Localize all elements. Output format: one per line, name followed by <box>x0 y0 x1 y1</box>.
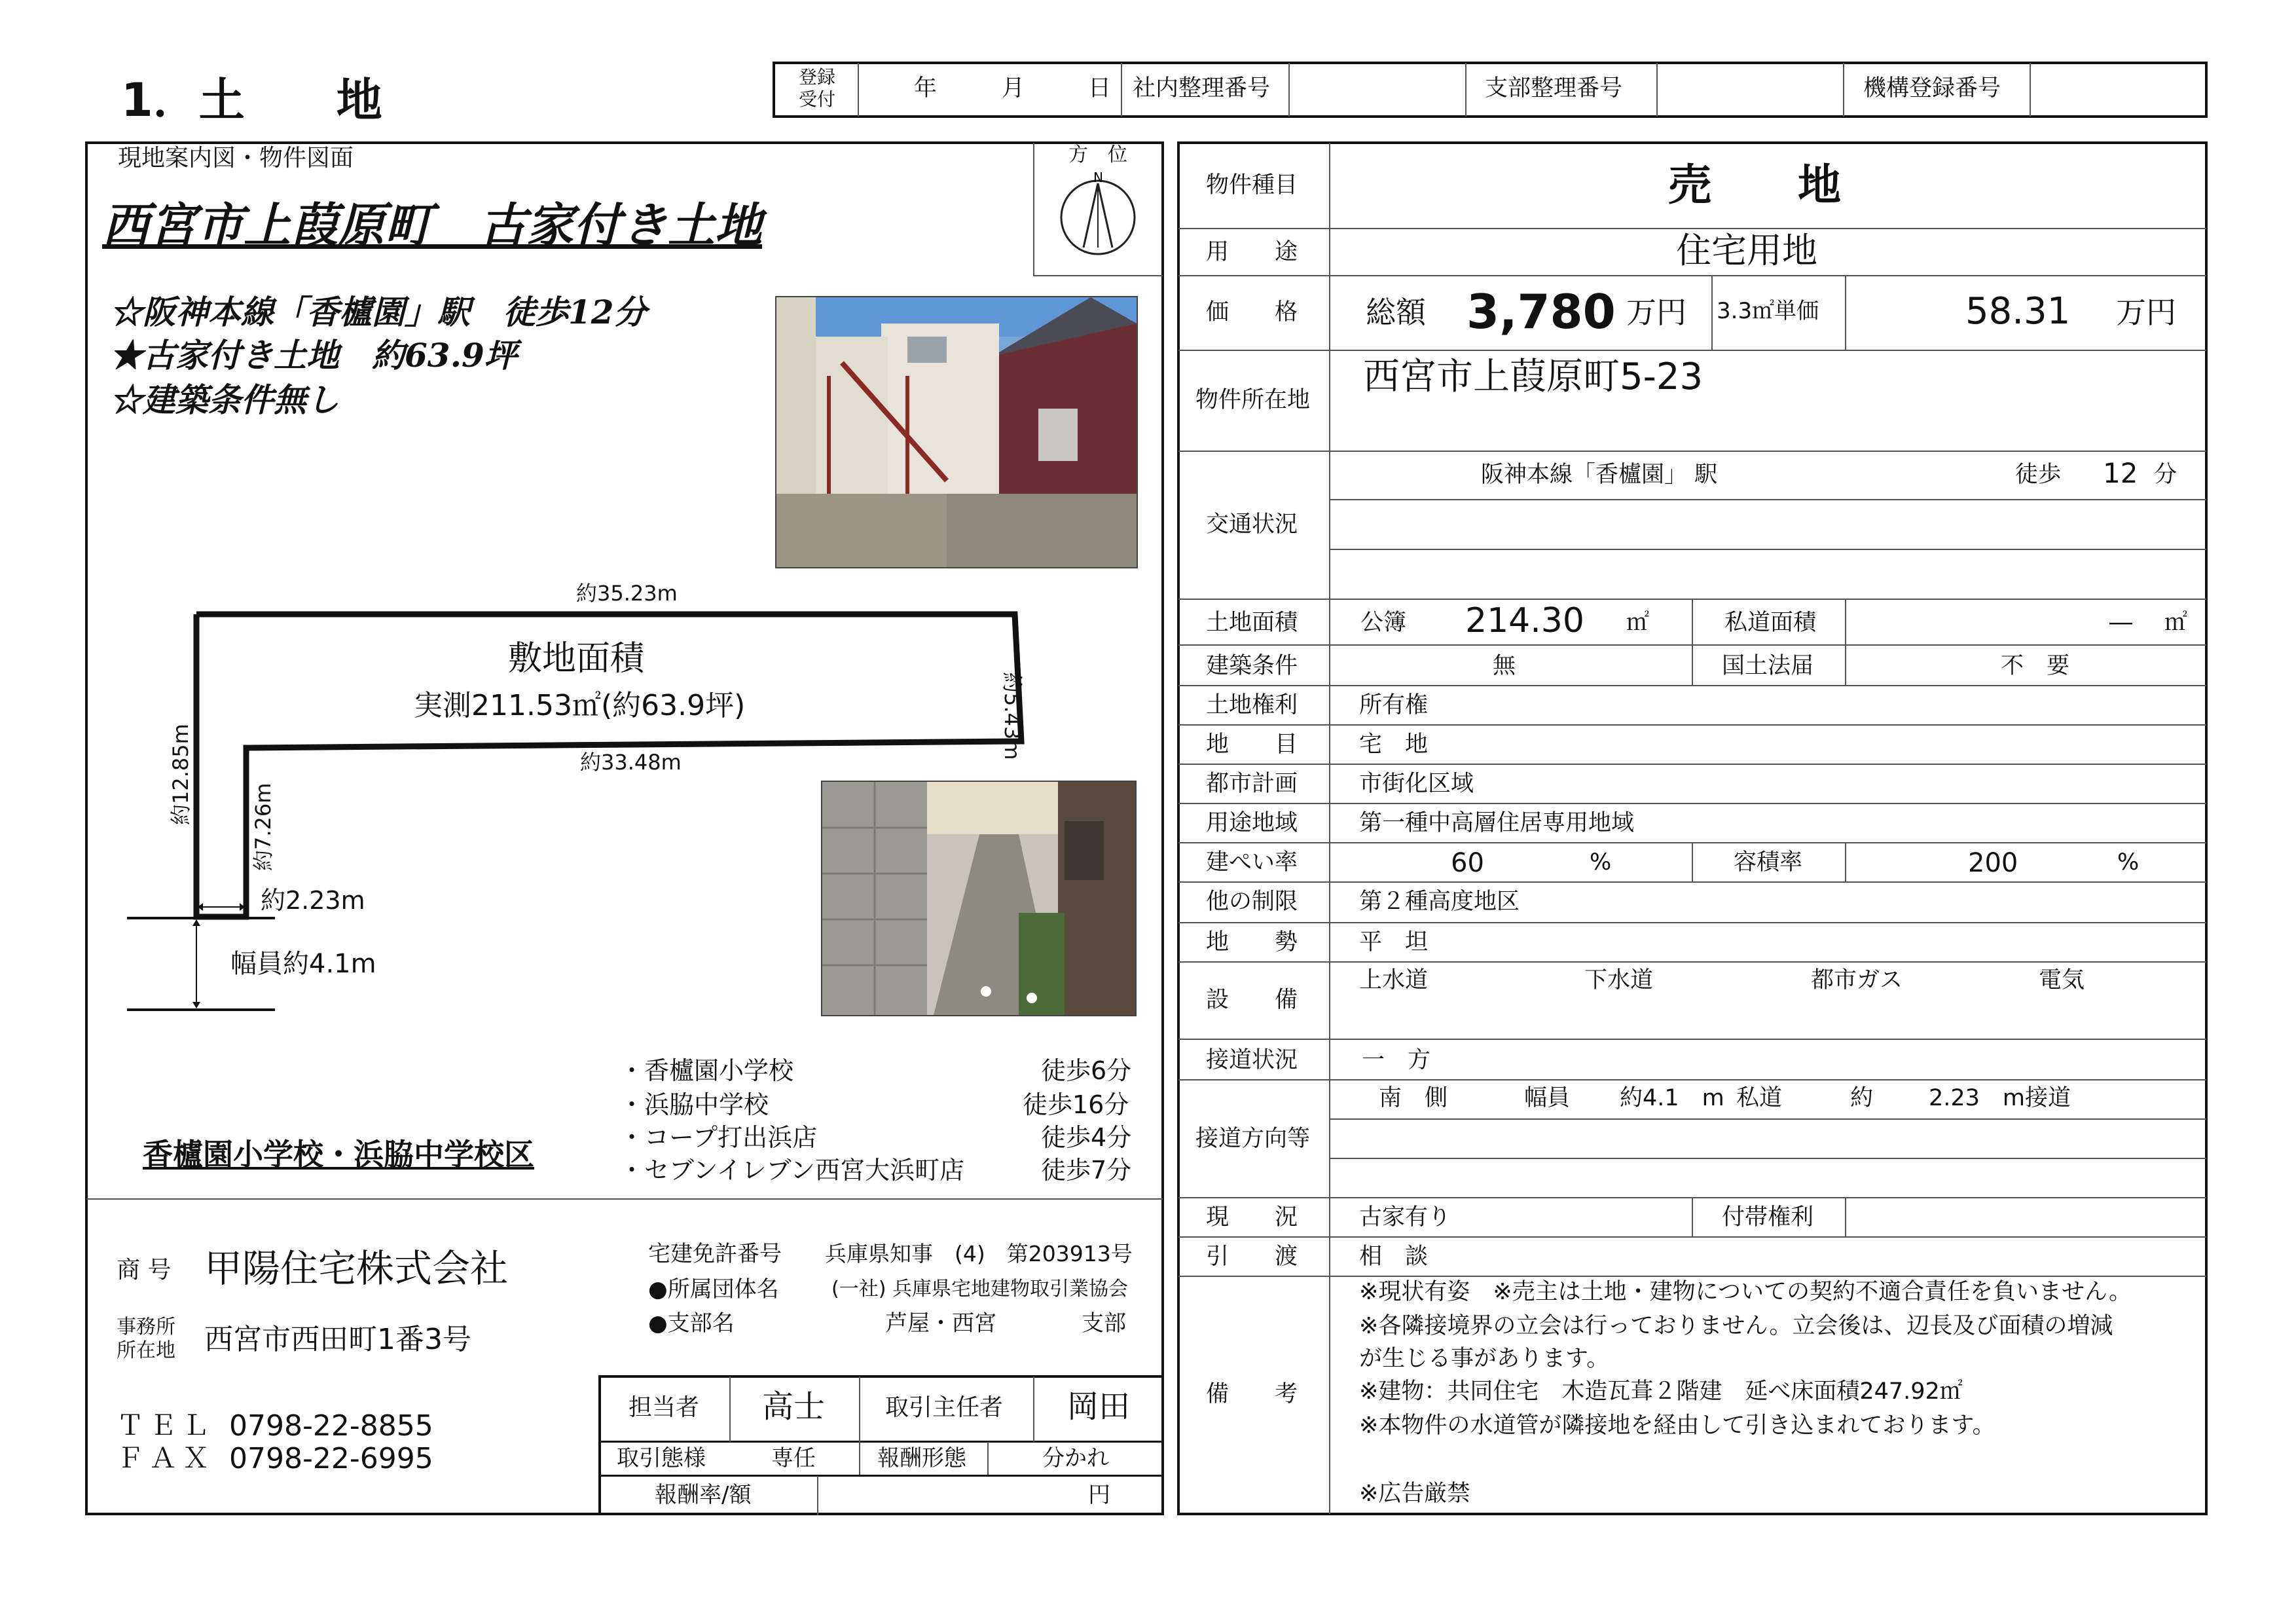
land-area: 214.30 <box>1465 601 1584 640</box>
zone-label: 用途地域 <box>1206 810 1298 836</box>
land-area-label: 土地面積 <box>1206 610 1298 636</box>
chimoku-label: 地 目 <box>1206 731 1298 758</box>
assoc-label: ●所属団体名 <box>648 1276 779 1302</box>
remark-3: が生じる事があります。 <box>1359 1346 1610 1372</box>
office-label-1: 事務所 <box>117 1316 175 1338</box>
shunin-value: 岡田 <box>1067 1388 1131 1425</box>
map-label: 現地案内図・物件図面 <box>118 145 354 172</box>
city-plan-value: 市街化区域 <box>1359 771 1474 797</box>
total-price: 3,780 <box>1467 284 1616 339</box>
plot-bottom-length: 約33.48m <box>580 750 682 775</box>
property-type: 売 地 <box>1668 160 1841 210</box>
city-plan-label: 都市計画 <box>1206 771 1298 797</box>
build-cond-label: 建築条件 <box>1206 653 1298 679</box>
rate-unit: 円 <box>1088 1482 1110 1508</box>
compass-icon <box>1057 170 1139 255</box>
private-road-label: 私道面積 <box>1724 610 1817 636</box>
office-label-2: 所在地 <box>117 1339 175 1362</box>
road-width-value: 約4.1 m <box>1620 1085 1724 1111</box>
unit-price-unit: 万円 <box>2116 295 2176 330</box>
chimoku-value: 宅 地 <box>1359 731 1429 758</box>
facility-water: 上水道 <box>1359 967 1429 993</box>
facility-electric: 電気 <box>2039 967 2085 993</box>
property-title: 西宮市上葭原町 古家付き土地 <box>102 197 763 253</box>
month-label: 月 <box>1002 75 1025 101</box>
license-label: 宅建免許番号 <box>648 1241 782 1267</box>
section-title: 1．土 地 <box>121 73 382 127</box>
unit-price-label: 3.3㎡単価 <box>1717 298 1819 324</box>
school-district: 香櫨園小学校・浜脇中学校区 <box>143 1137 534 1172</box>
taiyo-value: 専任 <box>771 1445 816 1471</box>
bullet-2: ★古家付き土地 約63.9坪 <box>110 336 517 375</box>
kokudo-value: 不 要 <box>2001 653 2070 679</box>
road-access-label: 接道状況 <box>1206 1047 1298 1073</box>
walk-label: 徒歩 <box>2015 462 2062 488</box>
remark-5: ※本物件の水道管が隣接地を経由して引き込まれております。 <box>1359 1412 1995 1439</box>
nearby-3-walk: 徒歩4分 <box>1041 1123 1132 1152</box>
company-address: 西宮市西田町1番3号 <box>204 1323 471 1356</box>
taiyo-label: 取引態様 <box>617 1445 706 1471</box>
traffic-label: 交通状況 <box>1206 511 1298 538</box>
nearby-2-walk: 徒歩16分 <box>1023 1090 1129 1119</box>
reg-label-2: 受付 <box>799 88 836 110</box>
nearby-4-name: ・セブンイレブン西宮大浜町店 <box>619 1156 965 1185</box>
handover-label: 引 渡 <box>1206 1244 1298 1270</box>
bullet-3: ☆建築条件無し <box>110 380 339 419</box>
branch-suffix: 支部 <box>1082 1310 1126 1337</box>
nearby-1-walk: 徒歩6分 <box>1041 1056 1132 1085</box>
bcr-value: 60 <box>1451 848 1484 878</box>
unit-price: 58.31 <box>1965 290 2071 333</box>
frontage-approx: 約 <box>1850 1085 1874 1111</box>
walk-minutes: 12 <box>2103 457 2138 489</box>
road-direction-label: 接道方向等 <box>1195 1126 1311 1152</box>
plot-top-length: 約35.23m <box>576 581 678 606</box>
terrain-label: 地 勢 <box>1206 929 1298 955</box>
road-width-label: 幅員 <box>1524 1085 1571 1111</box>
nearby-4-walk: 徒歩7分 <box>1041 1156 1132 1185</box>
far-label: 容積率 <box>1734 849 1803 876</box>
terrain-value: 平 坦 <box>1359 929 1429 955</box>
land-area-unit: ㎡ <box>1626 610 1650 636</box>
total-unit: 万円 <box>1626 295 1686 330</box>
branch-no-label: 支部整理番号 <box>1485 75 1623 101</box>
bcr-label: 建ぺい率 <box>1206 849 1298 876</box>
remark-4: ※建物：共同住宅 木造瓦葺２階建 延べ床面積247.92㎡ <box>1359 1378 1963 1405</box>
road-width: 幅員約4.1m <box>230 949 376 979</box>
road-side: 南 側 <box>1379 1085 1448 1111</box>
status-value: 古家有り <box>1359 1204 1451 1230</box>
koubo-label: 公簿 <box>1360 610 1407 636</box>
org-no-label: 機構登録番号 <box>1863 75 2001 101</box>
use-label: 用 途 <box>1206 239 1298 265</box>
branch-value: 芦屋・西宮 <box>885 1310 996 1337</box>
frontage-length: 約2.23m <box>261 886 365 915</box>
site-area-value: 実測211.53㎡(約63.9坪) <box>414 689 746 722</box>
property-details-table <box>1177 141 2208 1515</box>
handover-value: 相 談 <box>1359 1244 1429 1270</box>
other-limit-label: 他の制限 <box>1206 889 1298 915</box>
facility-label: 設 備 <box>1206 987 1298 1013</box>
train-line: 阪神本線「香櫨園」 駅 <box>1481 462 1718 488</box>
nearby-2-name: ・浜脇中学校 <box>619 1090 769 1119</box>
fax-number: 0798-22-6995 <box>229 1442 433 1475</box>
shogo-label: 商 号 <box>117 1257 172 1283</box>
attached-rights-label: 付帯権利 <box>1722 1204 1814 1230</box>
reg-label-1: 登録 <box>799 66 836 88</box>
plot-inner-length: 約7.26m <box>251 783 276 871</box>
tel-label: ＴＥＬ <box>117 1409 215 1441</box>
bcr-unit: % <box>1590 849 1612 876</box>
license-value: 兵庫県知事 (4) 第203913号 <box>825 1241 1133 1266</box>
remark-2: ※各隣接境界の立会は行っておりません。立会後は、辺長及び面積の増減 <box>1359 1313 2113 1339</box>
land-right-label: 土地権利 <box>1206 692 1298 718</box>
company-name: 甲陽住宅株式会社 <box>204 1246 509 1291</box>
land-right-value: 所有権 <box>1359 692 1429 718</box>
facility-sewer: 下水道 <box>1584 967 1654 993</box>
remarks-label: 備 考 <box>1206 1381 1298 1407</box>
type-label: 物件種目 <box>1206 172 1298 198</box>
nearby-1-name: ・香櫨園小学校 <box>619 1056 794 1085</box>
property-use: 住宅用地 <box>1676 230 1817 271</box>
zone-value: 第一種中高層住居専用地域 <box>1359 810 1635 836</box>
private-road-value: ― <box>2109 610 2132 636</box>
remark-7: ※広告厳禁 <box>1359 1481 1470 1507</box>
site-area-title: 敷地面積 <box>508 639 645 678</box>
year-label: 年 <box>914 75 938 101</box>
day-label: 日 <box>1088 75 1112 101</box>
other-limit-value: 第２種高度地区 <box>1359 889 1520 915</box>
tel-number: 0798-22-8855 <box>229 1409 433 1443</box>
plot-right-length: 約5.43m <box>1000 672 1025 760</box>
houshu-label: 報酬形態 <box>877 1445 966 1471</box>
tanto-label: 担当者 <box>629 1394 700 1421</box>
bullet-1: ☆阪神本線「香櫨園」駅 徒歩12分 <box>110 293 647 331</box>
kokudo-label: 国土法届 <box>1722 653 1814 679</box>
alley-photo <box>821 781 1137 1016</box>
compass-n: N <box>1093 170 1103 185</box>
compass-label: 方 位 <box>1068 143 1127 166</box>
rate-label: 報酬率/額 <box>655 1482 752 1508</box>
far-unit: % <box>2117 849 2140 876</box>
property-location: 西宮市上葭原町5-23 <box>1363 356 1704 398</box>
houshu-value: 分かれ <box>1042 1445 1109 1471</box>
fax-label: ＦＡＸ <box>117 1442 215 1474</box>
road-access-value: 一 方 <box>1362 1047 1431 1073</box>
branch-label: ●支部名 <box>648 1310 735 1337</box>
internal-no-label: 社内整理番号 <box>1133 75 1271 101</box>
nearby-3-name: ・コープ打出浜店 <box>619 1123 818 1152</box>
minutes-unit: 分 <box>2154 462 2178 488</box>
plot-left-length: 約12.85m <box>168 724 193 825</box>
private-road-unit: ㎡ <box>2164 610 2188 636</box>
build-cond-value: 無 <box>1493 653 1516 679</box>
house-photo <box>775 296 1138 568</box>
private-road-type: 私道 <box>1736 1085 1783 1111</box>
location-label: 物件所在地 <box>1195 387 1311 413</box>
far-value: 200 <box>1968 848 2018 878</box>
status-label: 現 況 <box>1206 1204 1298 1230</box>
price-label: 価 格 <box>1206 299 1298 325</box>
frontage-value: 2.23 m接道 <box>1929 1085 2071 1111</box>
remark-1: ※現状有姿 ※売主は土地・建物についての契約不適合責任を負いません。 <box>1359 1279 2132 1305</box>
facility-gas: 都市ガス <box>1811 967 1903 993</box>
tanto-value: 高士 <box>762 1388 826 1425</box>
assoc-value: (一社) 兵庫県宅地建物取引業協会 <box>831 1278 1128 1301</box>
shunin-label: 取引主任者 <box>885 1394 1004 1421</box>
total-label: 総額 <box>1366 295 1426 330</box>
